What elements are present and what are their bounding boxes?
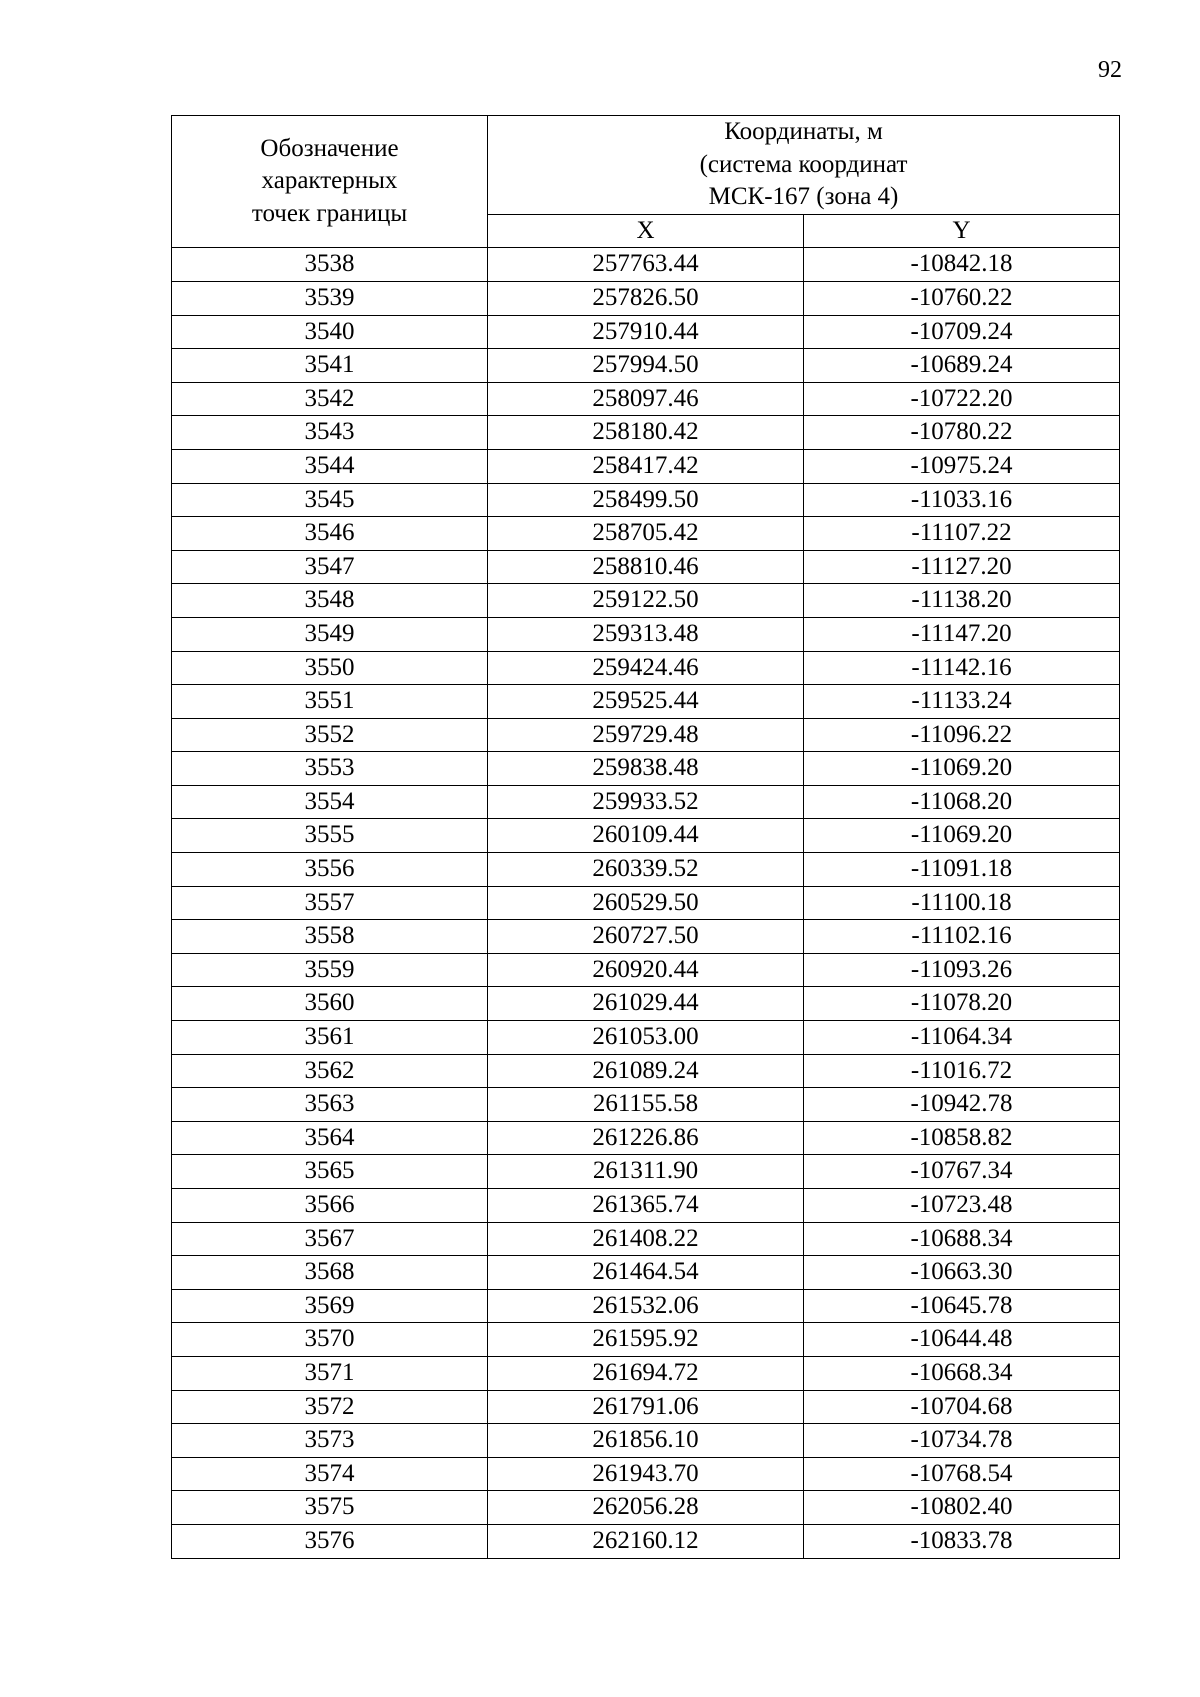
table-row [172,752,1120,786]
table-row [172,349,1120,383]
point-id-cell: 3573 [172,1424,488,1458]
y-coordinate-cell: -11068.20 [804,785,1120,819]
point-id-cell: 3546 [172,517,488,551]
designation-header [172,116,488,248]
x-coordinate-cell: 257763.44 [488,248,804,282]
x-coordinate-cell: 257994.50 [488,349,804,383]
y-coordinate-cell: -10760.22 [804,281,1120,315]
table-row [172,248,1120,282]
x-coordinate-cell: 259122.50 [488,584,804,618]
x-column-header: X [488,214,804,248]
table-row [172,1222,1120,1256]
point-id-cell: 3538 [172,248,488,282]
x-coordinate-cell: 259424.46 [488,651,804,685]
y-coordinate-cell: -11133.24 [804,685,1120,719]
point-id-cell: 3565 [172,1155,488,1189]
x-coordinate-cell: 259313.48 [488,617,804,651]
point-id-cell: 3561 [172,1021,488,1055]
table-row [172,315,1120,349]
y-coordinate-cell: -11064.34 [804,1021,1120,1055]
y-coordinate-cell: -11147.20 [804,617,1120,651]
x-coordinate-cell: 261408.22 [488,1222,804,1256]
y-coordinate-cell: -10663.30 [804,1256,1120,1290]
x-coordinate-cell: 258499.50 [488,483,804,517]
coordinates-header-line: (система координат [699,150,908,178]
table-row [172,1356,1120,1390]
table-row [172,1424,1120,1458]
y-coordinate-cell: -11096.22 [804,718,1120,752]
x-coordinate-cell: 261464.54 [488,1256,804,1290]
x-coordinate-cell: 261089.24 [488,1054,804,1088]
point-id-cell: 3551 [172,685,488,719]
y-coordinate-cell: -10734.78 [804,1424,1120,1458]
x-coordinate-cell: 261029.44 [488,987,804,1021]
point-id-cell: 3541 [172,349,488,383]
x-coordinate-cell: 259838.48 [488,752,804,786]
y-column-header: Y [804,214,1120,248]
table-row [172,483,1120,517]
x-coordinate-cell: 257826.50 [488,281,804,315]
table-row [172,685,1120,719]
table-row [172,718,1120,752]
table-row [172,416,1120,450]
table-row [172,584,1120,618]
point-id-cell: 3543 [172,416,488,450]
table-header [172,116,1120,248]
table-row [172,1524,1120,1558]
y-coordinate-cell: -10709.24 [804,315,1120,349]
coordinates-header-line: Координаты, м [724,118,883,145]
x-coordinate-cell: 261694.72 [488,1356,804,1390]
point-id-cell: 3548 [172,584,488,618]
point-id-cell: 3545 [172,483,488,517]
table-row [172,281,1120,315]
point-id-cell: 3539 [172,281,488,315]
point-id-cell: 3556 [172,853,488,887]
y-coordinate-cell: -10704.68 [804,1390,1120,1424]
point-id-cell: 3554 [172,785,488,819]
point-id-cell: 3560 [172,987,488,1021]
y-coordinate-cell: -10668.34 [804,1356,1120,1390]
x-coordinate-cell: 258097.46 [488,382,804,416]
table-row [172,1457,1120,1491]
y-coordinate-cell: -11069.20 [804,819,1120,853]
point-id-cell: 3576 [172,1524,488,1558]
y-coordinate-cell: -10842.18 [804,248,1120,282]
x-coordinate-cell: 261943.70 [488,1457,804,1491]
y-coordinate-cell: -11069.20 [804,752,1120,786]
y-coordinate-cell: -11127.20 [804,550,1120,584]
table-row [172,920,1120,954]
table-row [172,1021,1120,1055]
x-coordinate-cell: 261226.86 [488,1121,804,1155]
table-row [172,550,1120,584]
x-coordinate-cell: 260529.50 [488,886,804,920]
page-number: 92 [1098,57,1122,83]
point-id-cell: 3552 [172,718,488,752]
point-id-cell: 3570 [172,1323,488,1357]
x-coordinate-cell: 261856.10 [488,1424,804,1458]
y-coordinate-cell: -11016.72 [804,1054,1120,1088]
y-coordinate-cell: -10768.54 [804,1457,1120,1491]
y-coordinate-cell: -11100.18 [804,886,1120,920]
x-coordinate-cell: 261155.58 [488,1088,804,1122]
table-row [172,1491,1120,1525]
x-coordinate-cell: 260920.44 [488,953,804,987]
y-coordinate-cell: -10645.78 [804,1289,1120,1323]
designation-header-line: точек границы [251,199,408,227]
point-id-cell: 3572 [172,1390,488,1424]
y-coordinate-cell: -10858.82 [804,1121,1120,1155]
table-row [172,517,1120,551]
point-id-cell: 3566 [172,1189,488,1223]
x-coordinate-cell: 259525.44 [488,685,804,719]
y-coordinate-cell: -10723.48 [804,1189,1120,1223]
point-id-cell: 3557 [172,886,488,920]
point-id-cell: 3555 [172,819,488,853]
table-row [172,651,1120,685]
y-coordinate-cell: -11142.16 [804,651,1120,685]
point-id-cell: 3547 [172,550,488,584]
x-coordinate-cell: 259729.48 [488,718,804,752]
y-coordinate-cell: -10833.78 [804,1524,1120,1558]
point-id-cell: 3568 [172,1256,488,1290]
point-id-cell: 3575 [172,1491,488,1525]
y-coordinate-cell: -11093.26 [804,953,1120,987]
point-id-cell: 3542 [172,382,488,416]
x-coordinate-cell: 262056.28 [488,1491,804,1525]
point-id-cell: 3569 [172,1289,488,1323]
point-id-cell: 3563 [172,1088,488,1122]
y-coordinate-cell: -10644.48 [804,1323,1120,1357]
point-id-cell: 3562 [172,1054,488,1088]
x-coordinate-cell: 258180.42 [488,416,804,450]
designation-header-line: Обозначение [260,134,399,162]
x-coordinate-cell: 258705.42 [488,517,804,551]
table-row [172,1155,1120,1189]
table-row [172,1054,1120,1088]
x-coordinate-cell: 261365.74 [488,1189,804,1223]
table-row [172,449,1120,483]
y-coordinate-cell: -10942.78 [804,1088,1120,1122]
x-coordinate-cell: 258417.42 [488,449,804,483]
table-body [172,248,1120,1558]
x-coordinate-cell: 261053.00 [488,1021,804,1055]
table-row [172,1256,1120,1290]
x-coordinate-cell: 261595.92 [488,1323,804,1357]
table-row [172,987,1120,1021]
x-coordinate-cell: 257910.44 [488,315,804,349]
table-row [172,1189,1120,1223]
x-coordinate-cell: 261791.06 [488,1390,804,1424]
table-row [172,953,1120,987]
coordinates-header [488,116,1120,215]
x-coordinate-cell: 260109.44 [488,819,804,853]
table-row [172,1323,1120,1357]
y-coordinate-cell: -11091.18 [804,853,1120,887]
point-id-cell: 3559 [172,953,488,987]
y-coordinate-cell: -10722.20 [804,382,1120,416]
table-row [172,853,1120,887]
point-id-cell: 3571 [172,1356,488,1390]
y-coordinate-cell: -10689.24 [804,349,1120,383]
y-coordinate-cell: -11102.16 [804,920,1120,954]
point-id-cell: 3540 [172,315,488,349]
y-coordinate-cell: -10975.24 [804,449,1120,483]
y-coordinate-cell: -10688.34 [804,1222,1120,1256]
x-coordinate-cell: 260339.52 [488,853,804,887]
table-row [172,819,1120,853]
table-row [172,1121,1120,1155]
coordinates-table [171,115,1120,1559]
y-coordinate-cell: -11107.22 [804,517,1120,551]
point-id-cell: 3549 [172,617,488,651]
x-coordinate-cell: 259933.52 [488,785,804,819]
table-row [172,1390,1120,1424]
table-row [172,1289,1120,1323]
point-id-cell: 3558 [172,920,488,954]
table-row [172,382,1120,416]
y-coordinate-cell: -10802.40 [804,1491,1120,1525]
x-coordinate-cell: 258810.46 [488,550,804,584]
table-row [172,785,1120,819]
y-coordinate-cell: -11078.20 [804,987,1120,1021]
x-coordinate-cell: 262160.12 [488,1524,804,1558]
y-coordinate-cell: -11033.16 [804,483,1120,517]
point-id-cell: 3550 [172,651,488,685]
y-coordinate-cell: -10767.34 [804,1155,1120,1189]
x-coordinate-cell: 260727.50 [488,920,804,954]
y-coordinate-cell: -11138.20 [804,584,1120,618]
y-coordinate-cell: -10780.22 [804,416,1120,450]
table-row [172,1088,1120,1122]
point-id-cell: 3544 [172,449,488,483]
coordinates-header-line: МСК-167 (зона 4) [708,183,899,211]
point-id-cell: 3567 [172,1222,488,1256]
point-id-cell: 3564 [172,1121,488,1155]
table-row [172,886,1120,920]
point-id-cell: 3553 [172,752,488,786]
point-id-cell: 3574 [172,1457,488,1491]
x-coordinate-cell: 261532.06 [488,1289,804,1323]
table-row [172,617,1120,651]
x-coordinate-cell: 261311.90 [488,1155,804,1189]
designation-header-line: характерных [261,167,398,195]
